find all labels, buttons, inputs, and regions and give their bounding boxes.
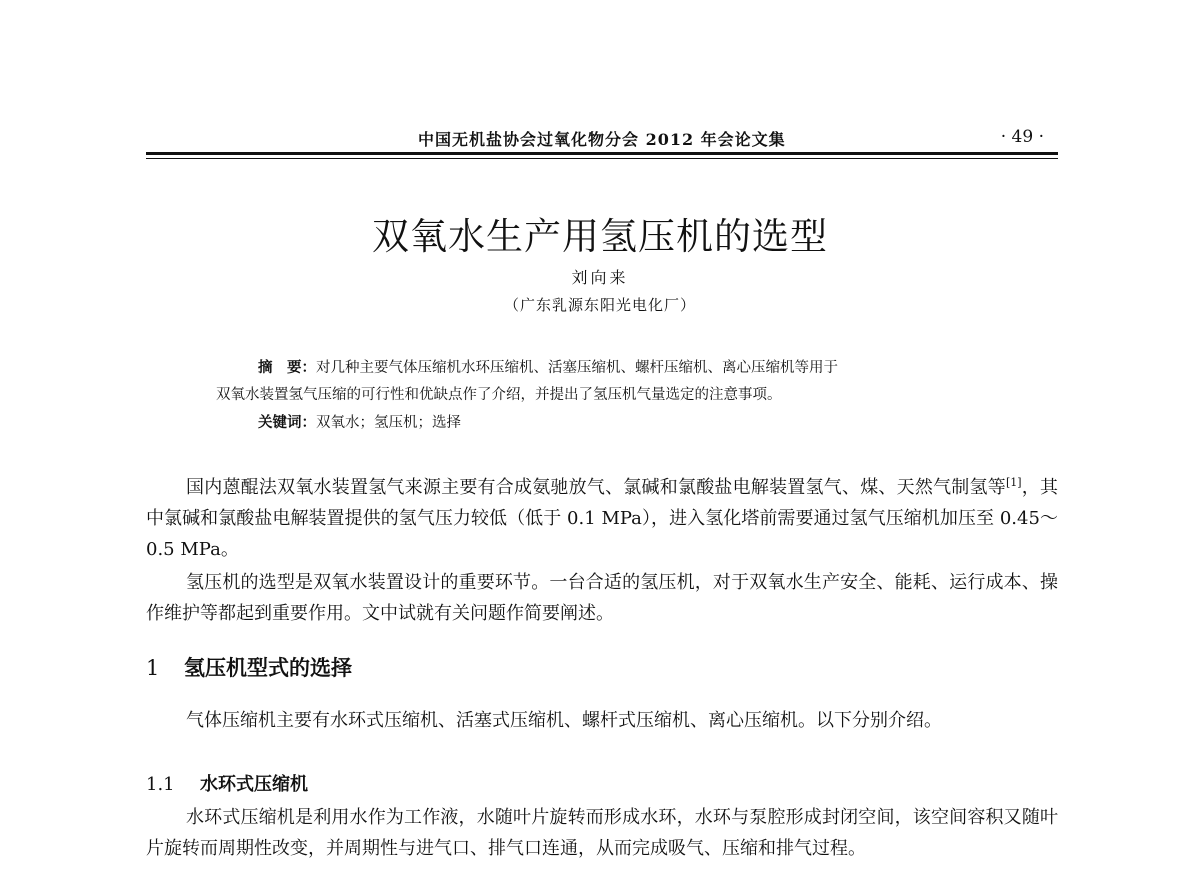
paragraph-3: 气体压缩机主要有水环式压缩机、活塞式压缩机、螺杆式压缩机、离心压缩机。以下分别介绍。 — [186, 710, 942, 731]
section-1-number: 1 — [146, 656, 160, 680]
page-number: · 49 · — [1000, 127, 1044, 147]
subsection-1-1-title: 水环式压缩机 — [200, 774, 308, 795]
section-1-title: 氢压机型式的选择 — [184, 655, 352, 680]
reference-marker: [1] — [1005, 476, 1022, 489]
abstract — [216, 354, 1016, 437]
abstract-label: 摘 要： — [258, 359, 316, 376]
author-affiliation: （广东乳源东阳光电化厂） — [503, 296, 696, 314]
abstract-text-1: 对几种主要气体压缩机水环压缩机、活塞压缩机、螺杆压缩机、离心压缩机等用于 — [316, 360, 838, 376]
paragraph-1 — [146, 472, 1058, 565]
abstract-line-2: 双氧水装置氢气压缩的可行性和优缺点作了介绍，并提出了氢压机气量选定的注意事项。 — [216, 387, 782, 403]
keywords-line — [216, 409, 1016, 437]
paragraph-1-part-b: ，其中氯碱和氯酸盐电解装置提供的氢气压力较低（低于 0.1 MPa），进入氢化塔前需要通过氢气压缩机加压至 0.45～0.5 MPa。 — [146, 477, 1059, 560]
subsection-1-1-heading — [146, 770, 308, 796]
keywords-text: 双氧水；氢压机；选择 — [316, 415, 461, 431]
header-rule-thin — [146, 158, 1058, 159]
abstract-line-1 — [216, 354, 1016, 382]
header-rule-thick — [146, 152, 1058, 155]
paragraph-2: 氢压机的选型是双氧水装置设计的重要环节。一台合适的氢压机，对于双氧水生产安全、能耗、运行成本、操作维护等都起到重要作用。文中试就有关问题作简要阐述。 — [146, 572, 1058, 624]
running-header — [146, 124, 1058, 150]
paragraph-1-part-a: 国内蒽醌法双氧水装置氢气来源主要有合成氨驰放气、氯碱和氯酸盐电解装置氢气、煤、天然气制氢等 — [186, 477, 1006, 498]
journal-name: 中国无机盐协会过氧化物分会 2012 年会论文集 — [418, 130, 786, 149]
section-1-heading — [146, 652, 352, 682]
keywords-label: 关键词： — [258, 414, 316, 431]
paragraph-4: 水环式压缩机是利用水作为工作液，水随叶片旋转而形成水环，水环与泵腔形成封闭空间，该空间容积又随叶片旋转而周期性改变，并周期性与进气口、排气口连通，从而完成吸气、压缩和排气过程。 — [146, 807, 1058, 859]
subsection-1-1-number: 1.1 — [146, 774, 175, 795]
author-name: 刘向来 — [571, 268, 629, 287]
paper-title: 双氧水生产用氢压机的选型 — [372, 215, 828, 258]
